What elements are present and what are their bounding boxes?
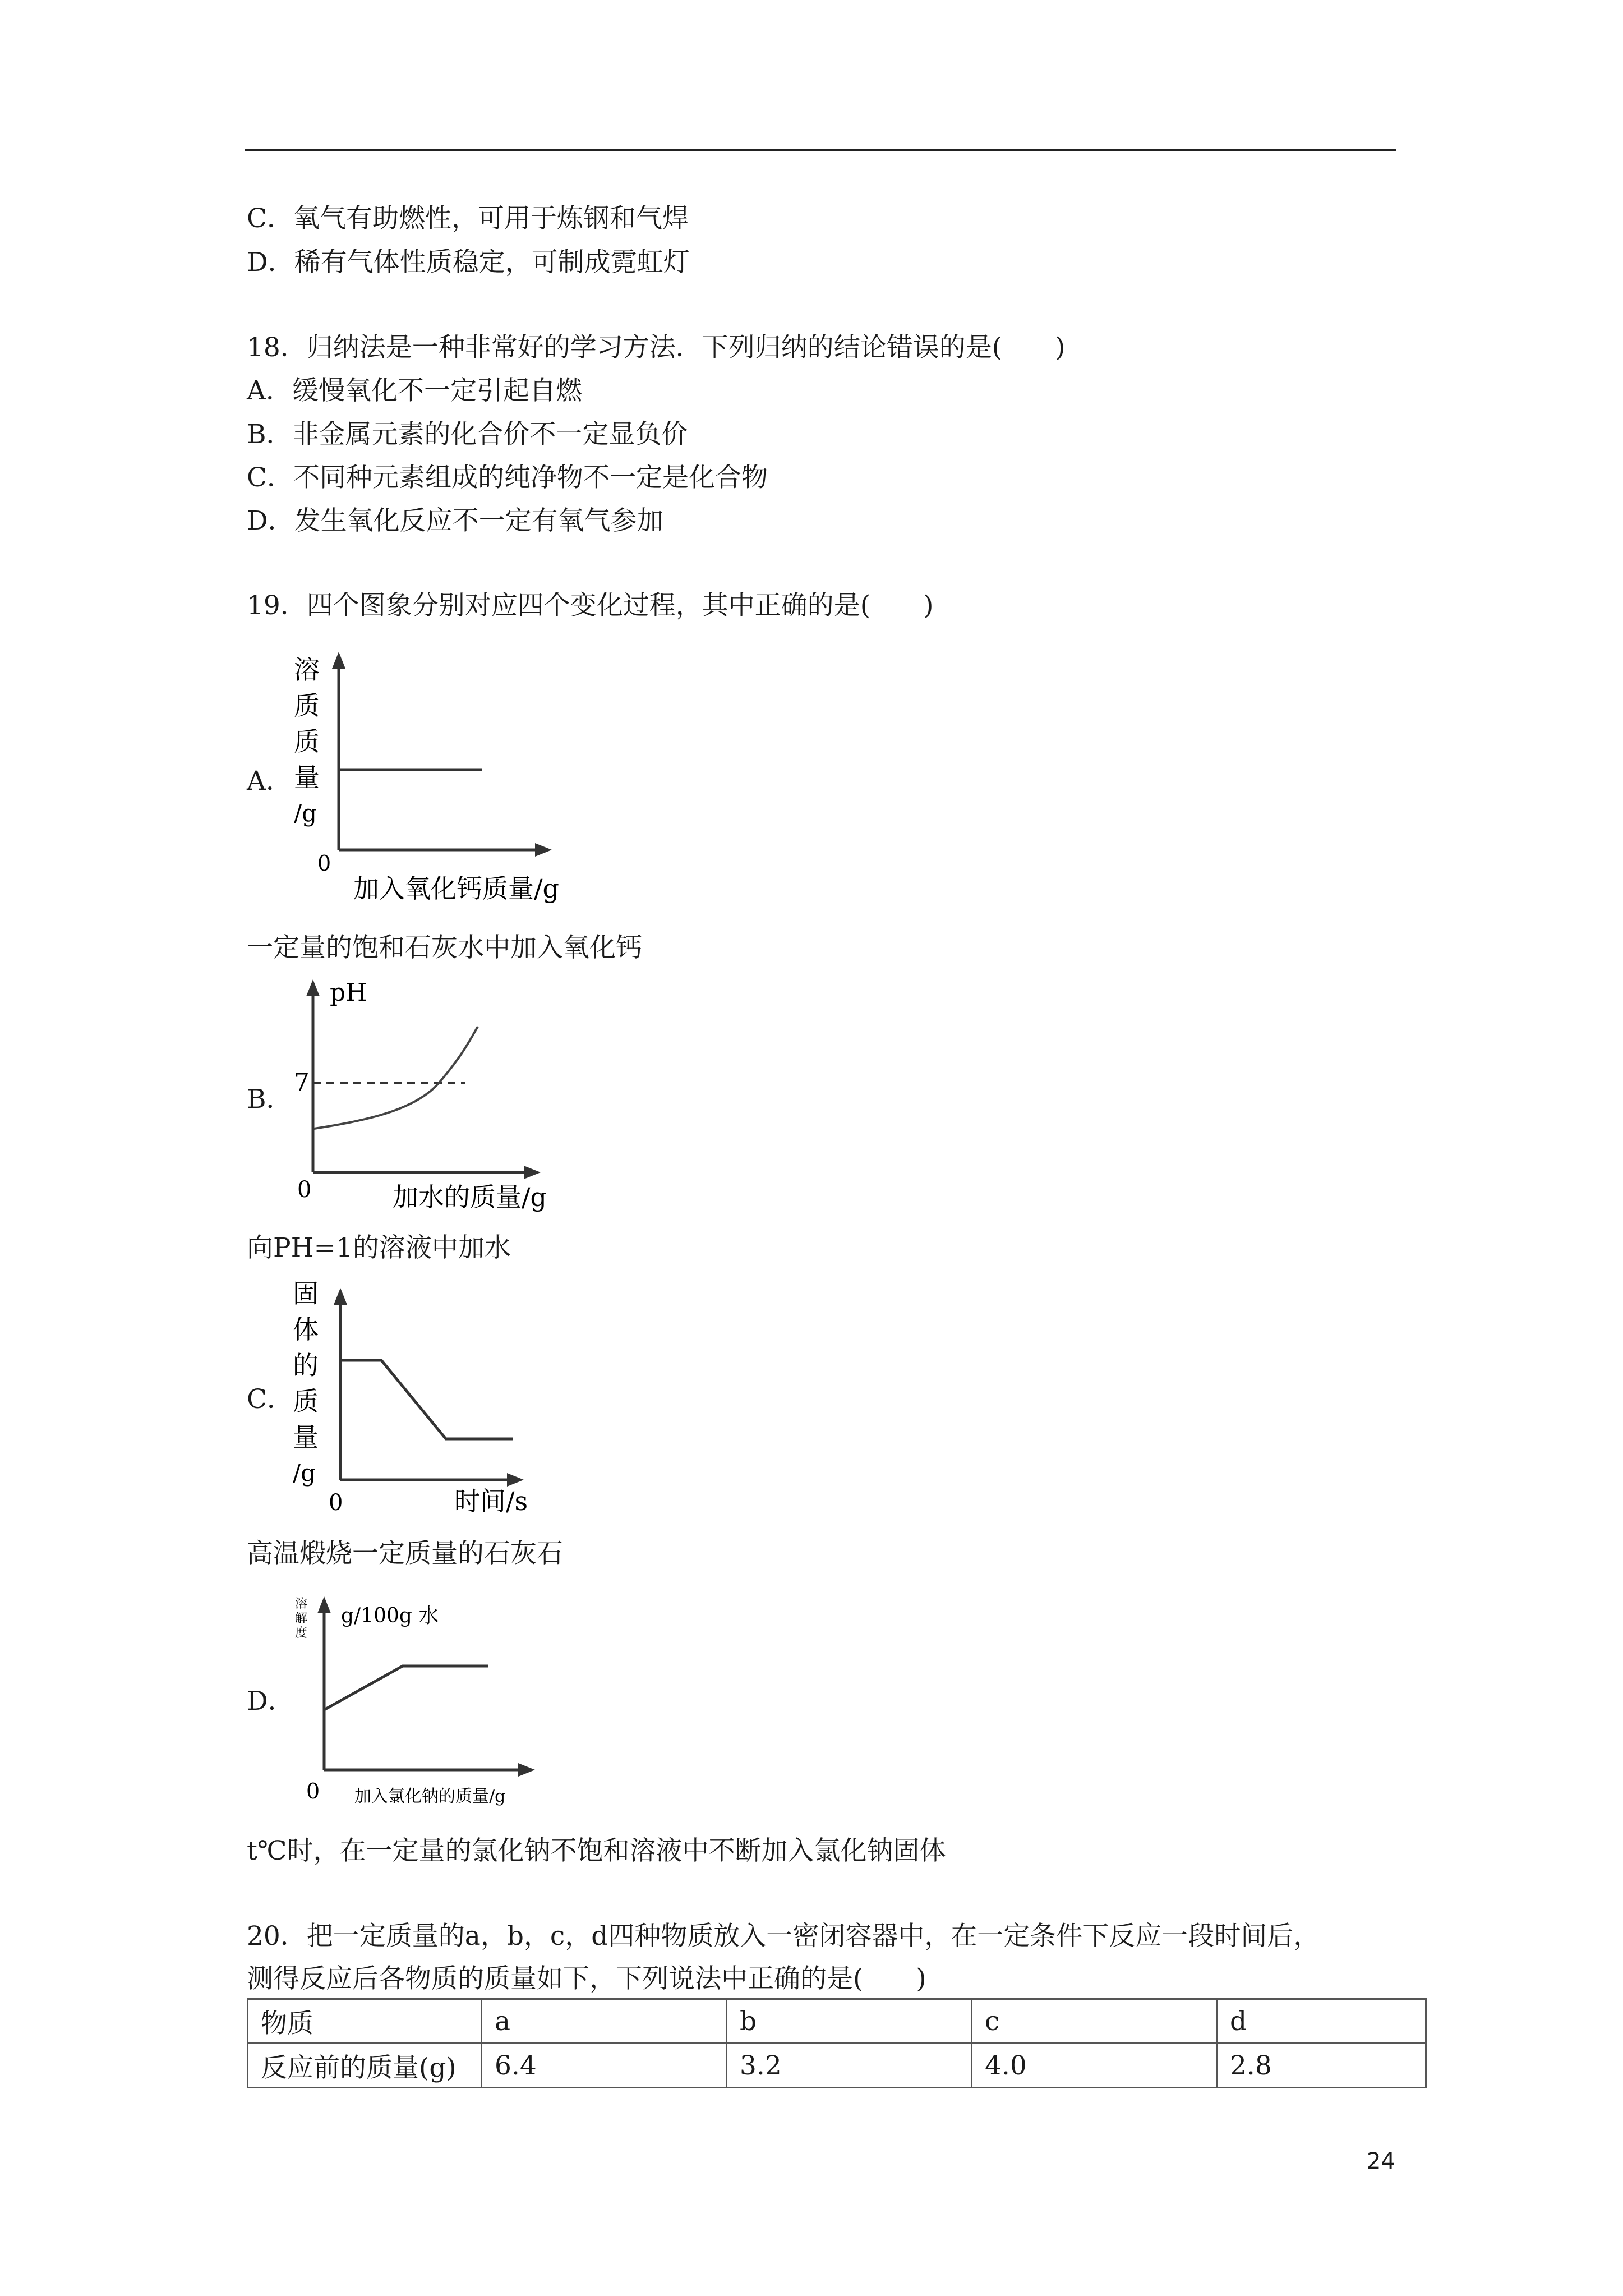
y-label-char: 溶 bbox=[295, 1597, 308, 1611]
x-label: 加入氧化钙质量/g bbox=[353, 873, 559, 904]
table-cell: 2.8 bbox=[1217, 2044, 1426, 2088]
graph-c-line bbox=[340, 1360, 513, 1439]
q18-option-b: B．非金属元素的化合价不一定显负价 bbox=[247, 419, 688, 450]
x-axis-arrow bbox=[535, 843, 552, 857]
y-label-char: 体 bbox=[293, 1314, 319, 1345]
x-label: 加入氯化钠的质量/g bbox=[354, 1787, 506, 1806]
origin-label: 0 bbox=[317, 851, 331, 876]
table-cell: 反应前的质量(g) bbox=[248, 2044, 482, 2088]
x-label: 加水的质量/g bbox=[393, 1182, 547, 1212]
y-axis-arrow bbox=[306, 979, 320, 996]
y-axis-arrow bbox=[332, 652, 345, 669]
q19-stem: 19．四个图象分别对应四个变化过程，其中正确的是( ) bbox=[247, 590, 934, 621]
y-label-char: 量 bbox=[293, 1422, 319, 1452]
y-label-char: 固 bbox=[293, 1278, 319, 1309]
table-cell: 4.0 bbox=[972, 2044, 1217, 2088]
q19-option-c-label: C． bbox=[247, 1384, 293, 1415]
origin-label: 0 bbox=[329, 1490, 343, 1516]
table-cell: 3.2 bbox=[727, 2044, 972, 2088]
table-cell: c bbox=[972, 1999, 1217, 2044]
q18-option-d: D．发生氧化反应不一定有氧气参加 bbox=[247, 505, 663, 536]
reference-value-label: 7 bbox=[294, 1068, 310, 1097]
q18-option-a: A．缓慢氧化不一定引起自燃 bbox=[247, 375, 582, 406]
graph-d-line bbox=[324, 1666, 488, 1710]
page-number: 24 bbox=[1367, 2148, 1395, 2174]
origin-label: 0 bbox=[297, 1177, 312, 1203]
y-label-char: 溶 bbox=[294, 655, 320, 685]
y-label-char: 量 bbox=[294, 762, 320, 793]
q19-graph-d bbox=[280, 1588, 594, 1823]
table-cell: 物质 bbox=[248, 1999, 482, 2044]
q19-option-b-caption: 向PH=1的溶液中加水 bbox=[247, 1232, 511, 1263]
q20-stem-line2: 测得反应后各物质的质量如下，下列说法中正确的是( ) bbox=[247, 1963, 926, 1994]
y-axis-arrow bbox=[317, 1596, 331, 1613]
q19-option-a-caption: 一定量的饱和石灰水中加入氧化钙 bbox=[247, 932, 642, 963]
y-label-char: 的 bbox=[293, 1350, 319, 1381]
mass-table bbox=[247, 1998, 1427, 2088]
q17-option-c: C．氧气有助燃性，可用于炼钢和气焊 bbox=[247, 203, 689, 234]
x-axis-arrow bbox=[507, 1473, 524, 1487]
table-cell: d bbox=[1217, 1999, 1426, 2044]
q19-graph-b bbox=[280, 970, 594, 1234]
q19-option-d-label: D． bbox=[247, 1686, 294, 1717]
y-axis-arrow bbox=[334, 1288, 347, 1305]
table-cell: 6.4 bbox=[482, 2044, 727, 2088]
q18-stem: 18．归纳法是一种非常好的学习方法．下列归纳的结论错误的是( ) bbox=[247, 332, 1066, 363]
y-label-char: /g bbox=[294, 799, 317, 827]
q19-option-d-caption: t℃时，在一定量的氯化钠不饱和溶液中不断加入氯化钠固体 bbox=[247, 1835, 946, 1866]
table-row bbox=[248, 2044, 1426, 2088]
y-unit: g/100g 水 bbox=[341, 1604, 439, 1627]
y-label: pH bbox=[330, 978, 367, 1007]
table-header-row bbox=[248, 1999, 1426, 2044]
q20-stem-line1: 20．把一定质量的a，b，c，d四种物质放入一密闭容器中，在一定条件下反应一段时间后， bbox=[247, 1921, 1320, 1952]
x-axis-arrow bbox=[524, 1166, 541, 1179]
y-label-char: 质 bbox=[294, 691, 320, 721]
q19-graph-c bbox=[280, 1273, 594, 1537]
y-label-char: 度 bbox=[295, 1626, 308, 1640]
y-label-char: /g bbox=[293, 1459, 316, 1487]
y-label-char: 质 bbox=[293, 1386, 319, 1416]
q19-graph-a bbox=[280, 645, 617, 914]
table-cell: a bbox=[482, 1999, 727, 2044]
graph-b-curve bbox=[314, 1027, 478, 1129]
header-rule bbox=[245, 149, 1396, 151]
q19-option-b-label: B． bbox=[247, 1084, 293, 1115]
table-cell: b bbox=[727, 1999, 972, 2044]
q17-option-d: D．稀有气体性质稳定，可制成霓虹灯 bbox=[247, 247, 690, 278]
y-label-char: 解 bbox=[295, 1612, 308, 1626]
x-axis-arrow bbox=[518, 1763, 535, 1777]
origin-label: 0 bbox=[306, 1779, 320, 1803]
q19-option-c-caption: 高温煅烧一定质量的石灰石 bbox=[247, 1538, 563, 1569]
q18-option-c: C．不同种元素组成的纯净物不一定是化合物 bbox=[247, 462, 768, 493]
y-label-char: 质 bbox=[294, 726, 320, 757]
q19-option-a-label: A． bbox=[247, 766, 292, 797]
x-label: 时间/s bbox=[454, 1486, 528, 1516]
